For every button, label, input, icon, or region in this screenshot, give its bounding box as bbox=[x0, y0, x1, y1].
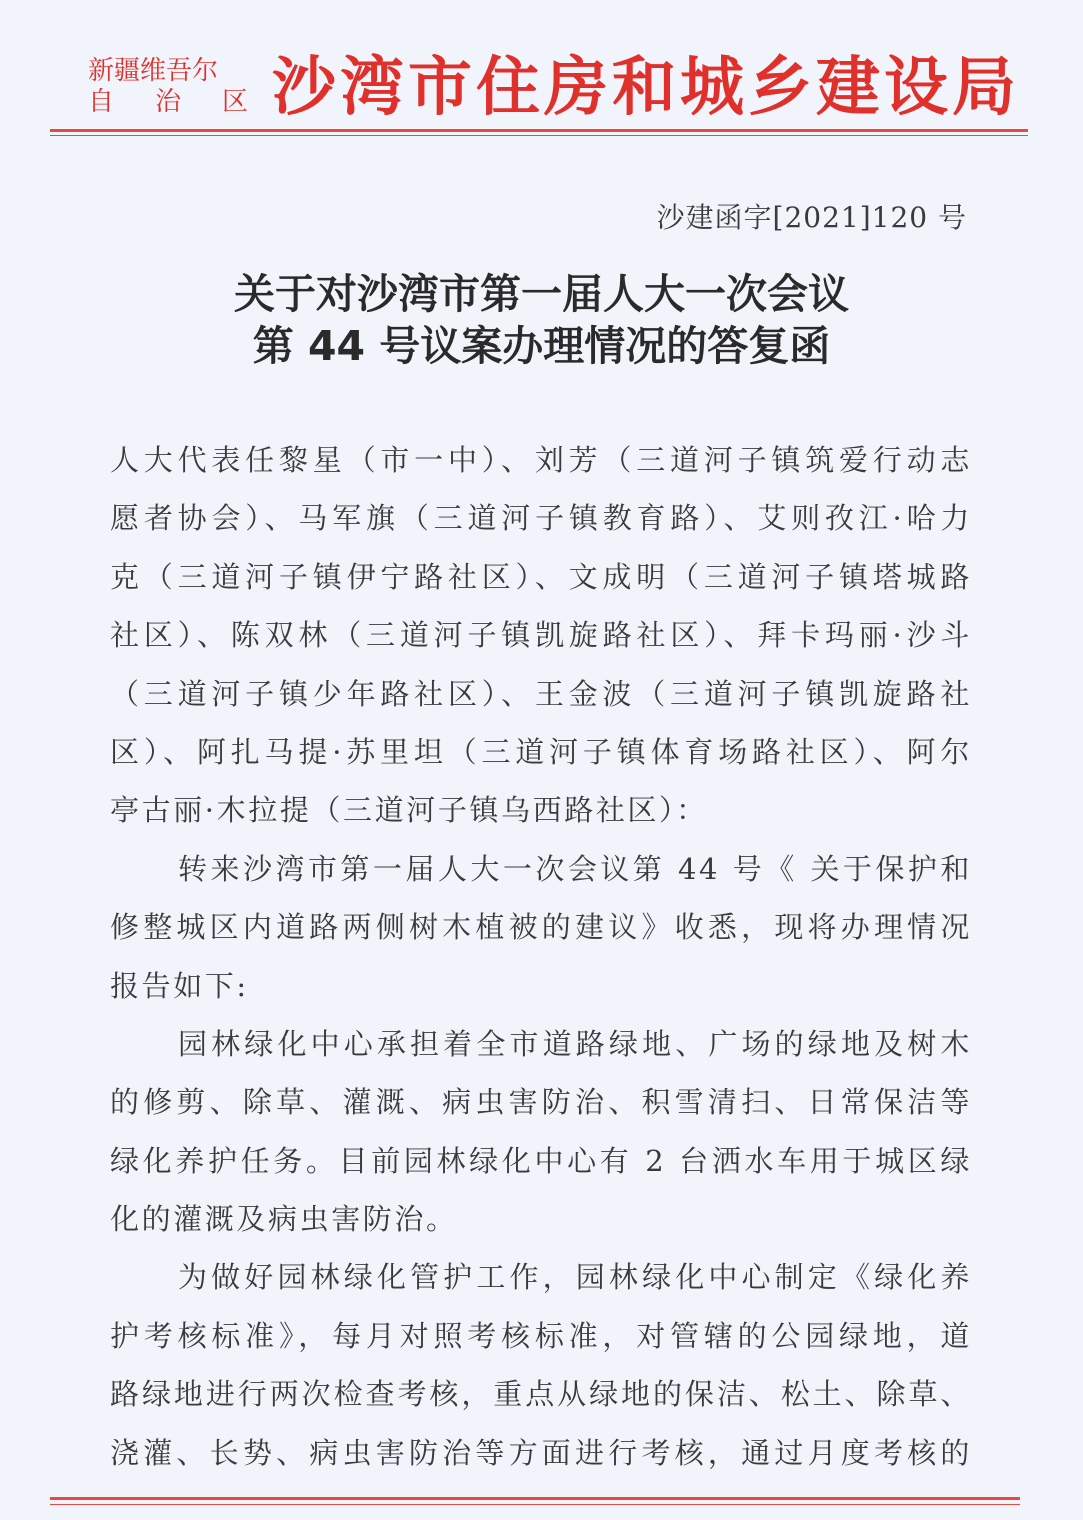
footer-divider-thin bbox=[50, 1504, 1020, 1505]
document-number: 沙建函字[2021]120 号 bbox=[656, 201, 967, 234]
region-name bbox=[88, 56, 256, 118]
organization-name: 沙湾市住房和城乡建设局 bbox=[272, 51, 1020, 125]
body-line: 的修剪、除草、灌溉、病虫害防治、积雪清扫、日常保洁等 bbox=[110, 1085, 972, 1120]
letterhead bbox=[88, 50, 1028, 130]
body-line: 报告如下: bbox=[110, 968, 249, 1003]
region-name-line2 bbox=[88, 87, 248, 118]
body-line: 区）、阿扎马提·苏里坦（三道河子镇体育场路社区）、阿尔 bbox=[110, 734, 972, 769]
body-line: 为做好园林绿化管护工作，园林绿化中心制定《绿化养 bbox=[178, 1260, 972, 1295]
body-line: 修整城区内道路两侧树木植被的建议》收悉，现将办理情况 bbox=[110, 910, 972, 945]
body-line: 园林绿化中心承担着全市道路绿地、广场的绿地及树木 bbox=[178, 1026, 972, 1061]
body-line: 转来沙湾市第一届人大一次会议第 44 号《 关于保护和 bbox=[178, 851, 972, 886]
document-body bbox=[110, 431, 972, 1482]
body-line: 社区）、陈双林（三道河子镇凯旋路社区）、拜卡玛丽·沙斗 bbox=[110, 618, 972, 653]
body-line: 人大代表任黎星（市一中）、刘芳（三道河子镇筑爱行动志 bbox=[110, 443, 972, 477]
body-line: 绿化养护任务。目前园林绿化中心有 2 台洒水车用于城区绿 bbox=[110, 1143, 972, 1178]
region-char: 自 bbox=[88, 87, 115, 117]
body-line: 护考核标准》，每月对照考核标准，对管辖的公园绿地，道 bbox=[110, 1318, 972, 1353]
body-line: 亭古丽·木拉提（三道河子镇乌西路社区）： bbox=[110, 793, 708, 828]
body-line: 化的灌溉及病虫害防治。 bbox=[110, 1202, 458, 1237]
region-name-line1: 新疆维吾尔 bbox=[88, 56, 219, 86]
body-line: 克（三道河子镇伊宁路社区）、文成明（三道河子镇塔城路 bbox=[110, 559, 972, 594]
body-line: 路绿地进行两次检查考核，重点从绿地的保洁、松土、除草、 bbox=[110, 1377, 972, 1412]
region-char: 区 bbox=[221, 87, 248, 117]
region-char: 治 bbox=[154, 87, 181, 117]
footer-divider bbox=[50, 1497, 1020, 1500]
title-line-2: 第 44 号议案办理情况的答复函 bbox=[252, 322, 831, 370]
body-line: 愿者协会）、马军旗（三道河子镇教育路）、艾则孜江·哈力 bbox=[110, 501, 972, 536]
title-line-1: 关于对沙湾市第一届人大一次会议 bbox=[234, 270, 849, 318]
body-line: （三道河子镇少年路社区）、王金波（三道河子镇凯旋路社 bbox=[110, 676, 972, 711]
letterhead-divider-thin bbox=[50, 135, 1028, 136]
body-line: 浇灌、长势、病虫害防治等方面进行考核，通过月度考核的 bbox=[110, 1435, 972, 1470]
letterhead-divider bbox=[50, 129, 1028, 132]
document-title bbox=[60, 268, 1023, 372]
